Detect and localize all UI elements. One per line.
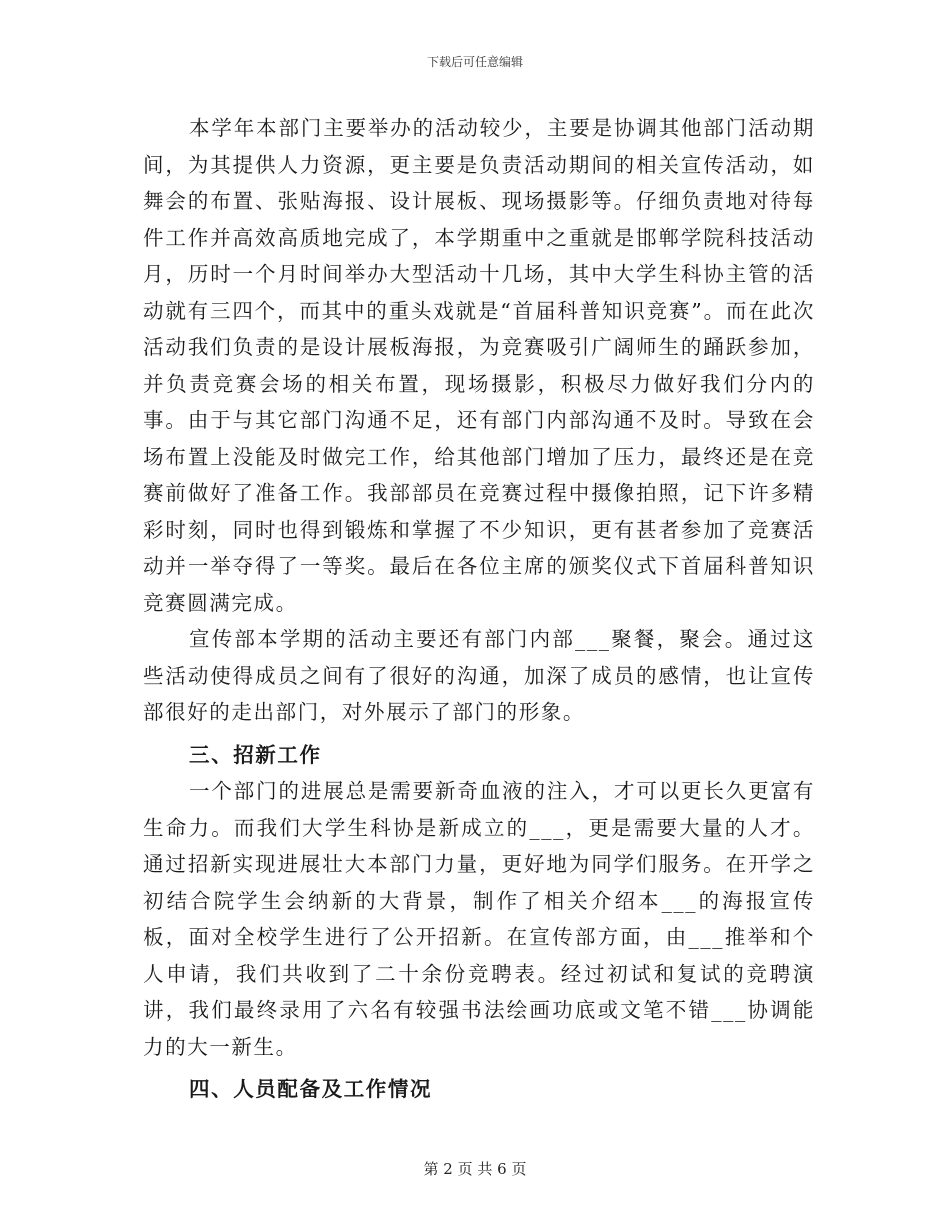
section-heading-staffing: 四、人员配备及工作情况	[189, 1077, 433, 1101]
page-number-footer: 第 2 页 共 6 页	[423, 1160, 527, 1178]
paragraph-activities: 本学年本部门主要举办的活动较少，主要是协调其他部门活动期间，为其提供人力资源，更主要是负责活动期间的相关宣传活动，如舞会的布置、张贴海报、设计展板、现场摄影等。仔细负责地对待每件工作并高效高质地完成了，本学期重中之重就是邯郸学院科技活动月，历时一个月时间举办大型活动十几场，其中大学生科协主管的活动就有三四个，而其中的重头戏就是“首届科普知识竞赛”。而在此次活动我们负责的是设计展板海报，为竞赛吸引广阔师生的踊跃参加，并负责竞赛会场的相关布置，现场摄影，积极尽力做好我们分内的事。由于与其它部门沟通不足，还有部门内部沟通不及时。导致在会场布置上没能及时做完工作，给其他部门增加了压力，最终还是在竞赛前做好了准备工作。我部部员在竞赛过程中摄像拍照，记下许多精彩时刻，同时也得到锻炼和掌握了不少知识，更有甚者参加了竞赛活动并一举夺得了一等奖。最后在各位主席的颁奖仪式下首届科普知识竞赛圆满完成。	[143, 116, 815, 615]
header-note: 下载后可任意编辑	[426, 55, 523, 69]
section-heading-recruitment: 三、招新工作	[189, 742, 322, 767]
paragraph-internal-events: 宣传部本学期的活动主要还有部门内部___聚餐，聚会。通过这些活动使得成员之间有了很好的沟通，加深了成员的感情，也让宣传部很好的走出部门，对外展示了部门的形象。	[143, 627, 815, 724]
paragraph-recruitment: 一个部门的进展总是需要新奇血液的注入，才可以更长久更富有生命力。而我们大学生科协是新成立的___，更是需要大量的人才。通过招新实现进展壮大本部门力量，更好地为同学们服务。在开学之初结合院学生会纳新的大背景，制作了相关介绍本___的海报宣传板，面对全校学生进行了公开招新。在宣传部方面，由___推举和个人申请，我们共收到了二十余份竞聘表。经过初试和复试的竞聘演讲，我们最终录用了六名有较强书法绘画功底或文笔不错___协调能力的大一新生。	[143, 779, 815, 1059]
document-body	[143, 110, 815, 1108]
